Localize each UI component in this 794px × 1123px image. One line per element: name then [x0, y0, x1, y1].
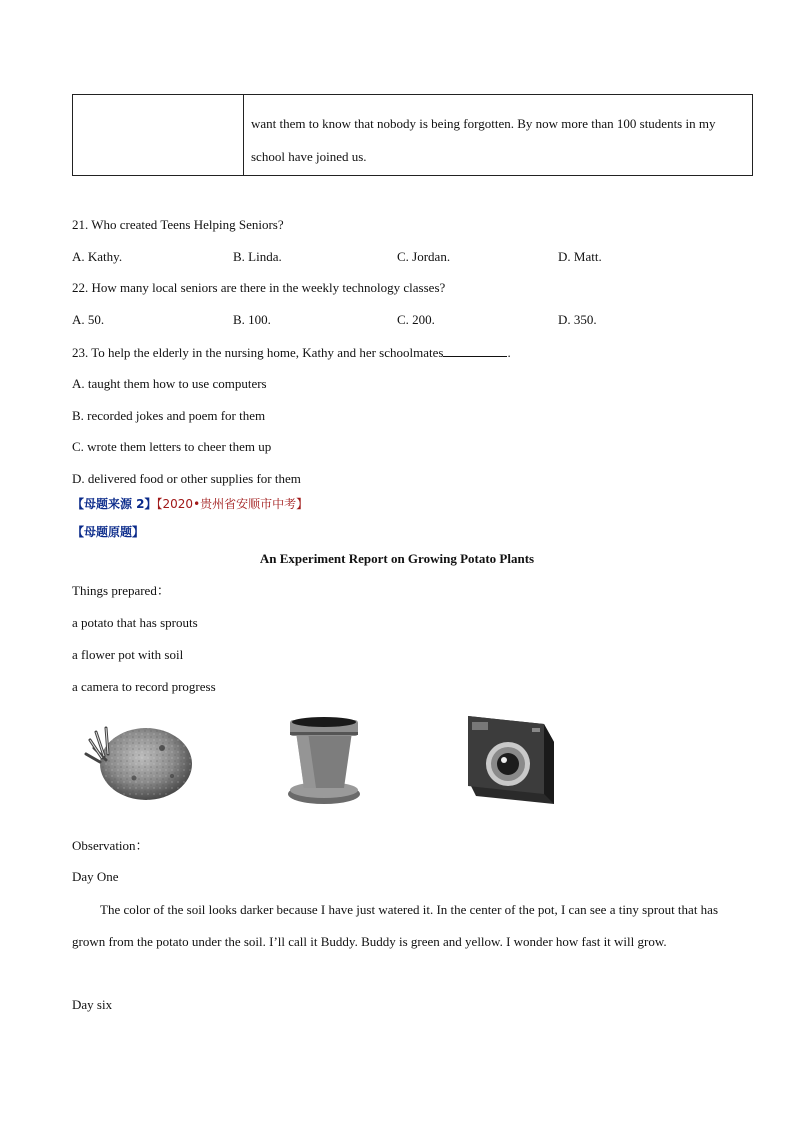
continued-passage-table: [72, 94, 753, 176]
report-title: An Experiment Report on Growing Potato Plants: [259, 551, 535, 566]
question-21-option-c: C. Jordan.: [397, 249, 451, 264]
question-23-option-c: C. wrote them letters to cheer them up: [72, 439, 272, 454]
day-six-label: Day six: [72, 997, 113, 1012]
thing-item-potato: a potato that has sprouts: [72, 615, 198, 630]
thing-item-camera: a camera to record progress: [72, 679, 216, 694]
question-23-stem-end: .: [507, 345, 511, 360]
things-prepared-label: Things prepared：: [72, 583, 170, 598]
source-line: [72, 496, 308, 512]
question-23-option-d: D. delivered food or other supplies for them: [72, 471, 301, 486]
original-question-tag: 【母题原题】: [72, 525, 145, 539]
question-21-stem: 21. Who created Teens Helping Seniors?: [72, 217, 284, 232]
source-text: 【2020•贵州省安顺市中考】: [156, 497, 309, 511]
answer-blank: [443, 344, 507, 357]
question-22-option-c: C. 200.: [397, 312, 435, 327]
flower-pot-image: [282, 714, 366, 808]
table-left-cell: [73, 95, 244, 176]
question-22-stem: 22. How many local seniors are there in the weekly technology classes?: [72, 280, 446, 295]
question-21-option-d: D. Matt.: [558, 249, 602, 264]
observation-label: Observation：: [72, 838, 149, 853]
question-22-option-a: A. 50.: [72, 312, 105, 327]
question-22-option-b: B. 100.: [233, 312, 271, 327]
question-23-stem: [72, 344, 511, 361]
day-one-label: Day One: [72, 869, 119, 884]
potato-image: [84, 718, 196, 804]
table-right-cell: want them to know that nobody is being forgotten. By now more than 100 students in my school have joined us.: [244, 95, 753, 176]
question-23-stem-text: 23. To help the elderly in the nursing home, Kathy and her schoolmates: [72, 345, 444, 360]
question-22-option-d: D. 350.: [558, 312, 597, 327]
question-23-option-b: B. recorded jokes and poem for them: [72, 408, 266, 423]
question-21-option-a: A. Kathy.: [72, 249, 123, 264]
question-21-option-b: B. Linda.: [233, 249, 282, 264]
camera-image: [462, 710, 558, 806]
day-one-paragraph: The color of the soil looks darker because I have just watered it. In the center of the pot, I can see a tiny sprout that has grown from the potato under the soil. I’ll call it Buddy. Buddy is green and yellow. I wonder how fast it will grow.: [72, 902, 719, 949]
thing-item-pot: a flower pot with soil: [72, 647, 184, 662]
source-tag: 【母题来源 2】: [72, 497, 157, 511]
question-23-option-a: A. taught them how to use computers: [72, 376, 267, 391]
